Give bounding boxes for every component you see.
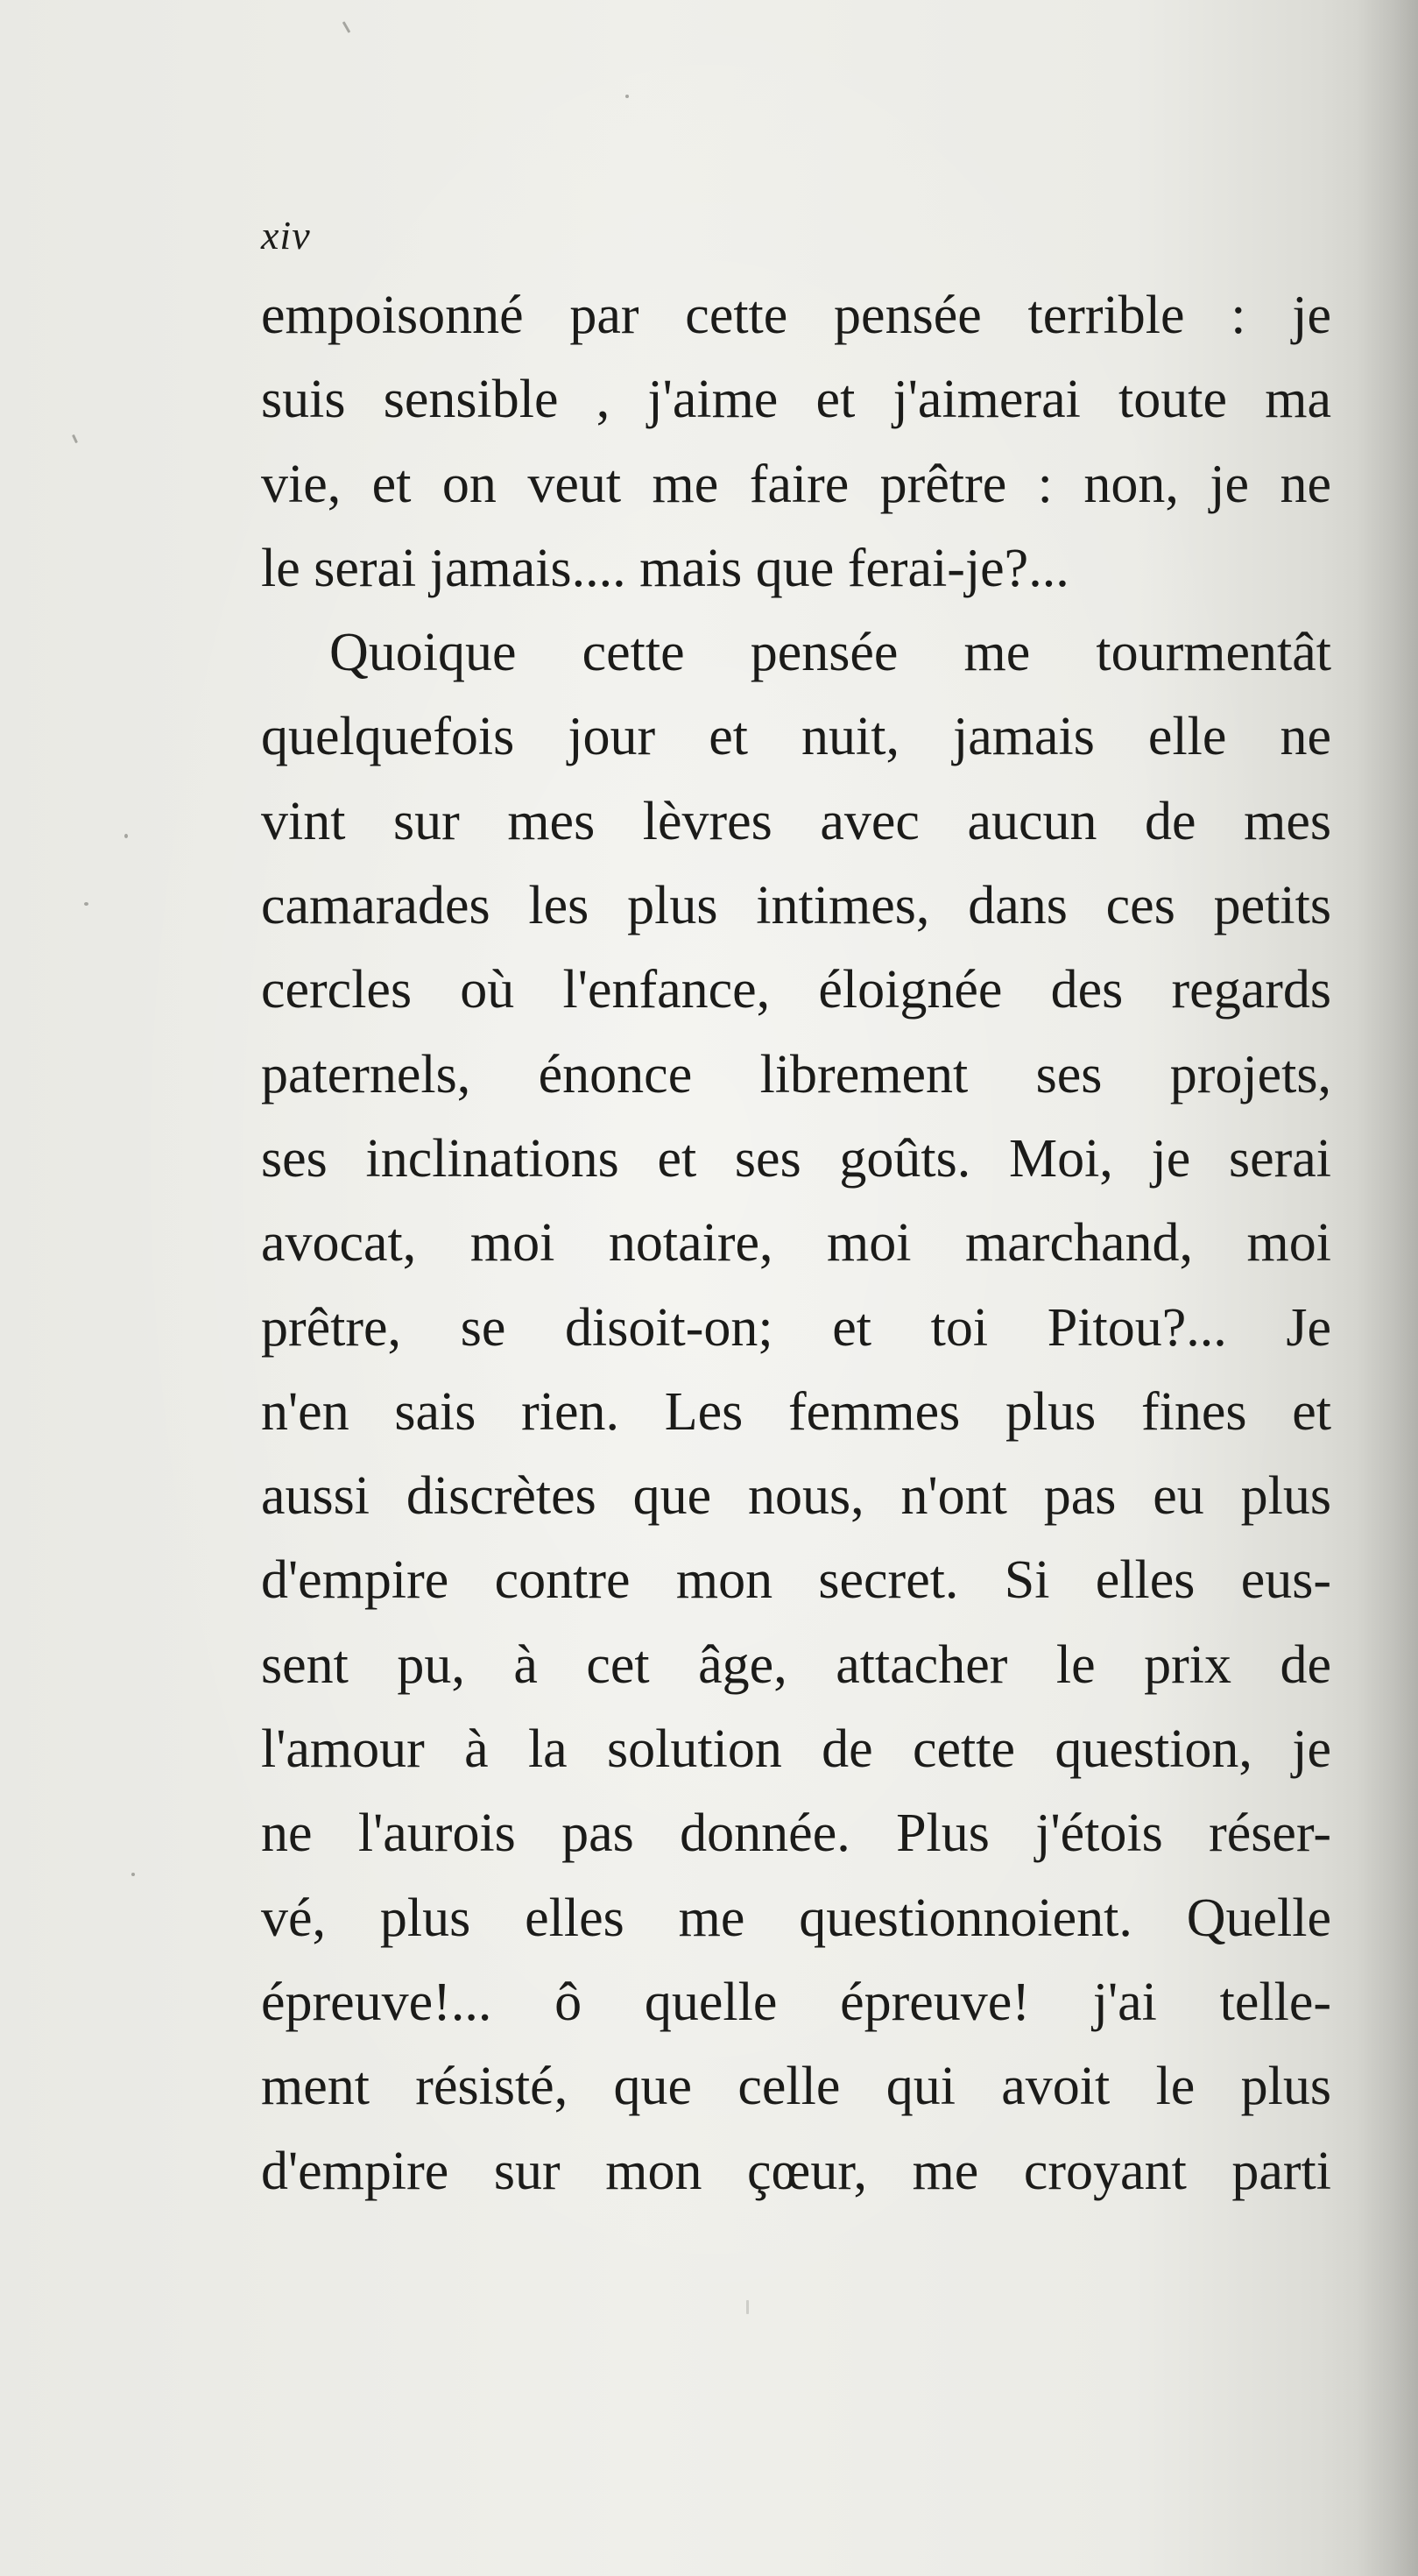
paper-speck bbox=[625, 95, 629, 98]
text-line: vé, plus elles me questionnoient. Quelle bbox=[261, 1888, 1331, 1948]
paper-speck bbox=[84, 902, 88, 906]
text-line: sent pu, à cet âge, attacher le prix de bbox=[261, 1634, 1331, 1695]
text-line: paternels, énonce librement ses projets, bbox=[261, 1044, 1331, 1105]
text-line: camarades les plus intimes, dans ces petits bbox=[261, 876, 1331, 936]
text-line: quelquefois jour et nuit, jamais elle ne bbox=[261, 707, 1331, 767]
body-text bbox=[261, 273, 1331, 2213]
paper-speck bbox=[342, 21, 351, 33]
text-line: d'empire contre mon secret. Si elles eus- bbox=[261, 1550, 1331, 1611]
text-line: épreuve!... ô quelle épreuve! j'ai telle- bbox=[261, 1972, 1331, 2032]
text-line: cercles où l'enfance, éloignée des regards bbox=[261, 960, 1331, 1020]
text-line: vint sur mes lèvres avec aucun de mes bbox=[261, 791, 1331, 851]
paragraph-first-line: Quoique cette pensée me tourmentât bbox=[329, 623, 1331, 683]
text-line: ses inclinations et ses goûts. Moi, je serai bbox=[261, 1128, 1331, 1189]
page-number: xiv bbox=[261, 213, 311, 258]
text-line: vie, et on veut me faire prêtre : non, je ne bbox=[261, 454, 1331, 514]
paper-speck bbox=[131, 1873, 135, 1876]
paper-speck bbox=[72, 434, 78, 443]
text-line: ne l'aurois pas donnée. Plus j'étois réser- bbox=[261, 1803, 1331, 1864]
text-line: aussi discrètes que nous, n'ont pas eu plus bbox=[261, 1466, 1331, 1527]
text-line: suis sensible , j'aime et j'aimerai toute ma bbox=[261, 370, 1331, 430]
text-line: prêtre, se disoit-on; et toi Pitou?... Je bbox=[261, 1297, 1331, 1358]
text-line: empoisonné par cette pensée terrible : je bbox=[261, 286, 1331, 345]
text-line: d'empire sur mon çœur, me croyant parti bbox=[261, 2141, 1331, 2201]
page-edge-shadow bbox=[1357, 0, 1418, 2576]
text-line: n'en sais rien. Les femmes plus fines et bbox=[261, 1381, 1331, 1442]
paper-speck bbox=[124, 834, 128, 838]
paper-speck bbox=[746, 2300, 749, 2314]
text-line: l'amour à la solution de cette question, je bbox=[261, 1719, 1331, 1780]
text-line: le serai jamais.... mais que ferai-je?... bbox=[261, 538, 1069, 598]
text-line: ment résisté, que celle qui avoit le plus bbox=[261, 2057, 1331, 2117]
text-line: avocat, moi notaire, moi marchand, moi bbox=[261, 1213, 1331, 1274]
